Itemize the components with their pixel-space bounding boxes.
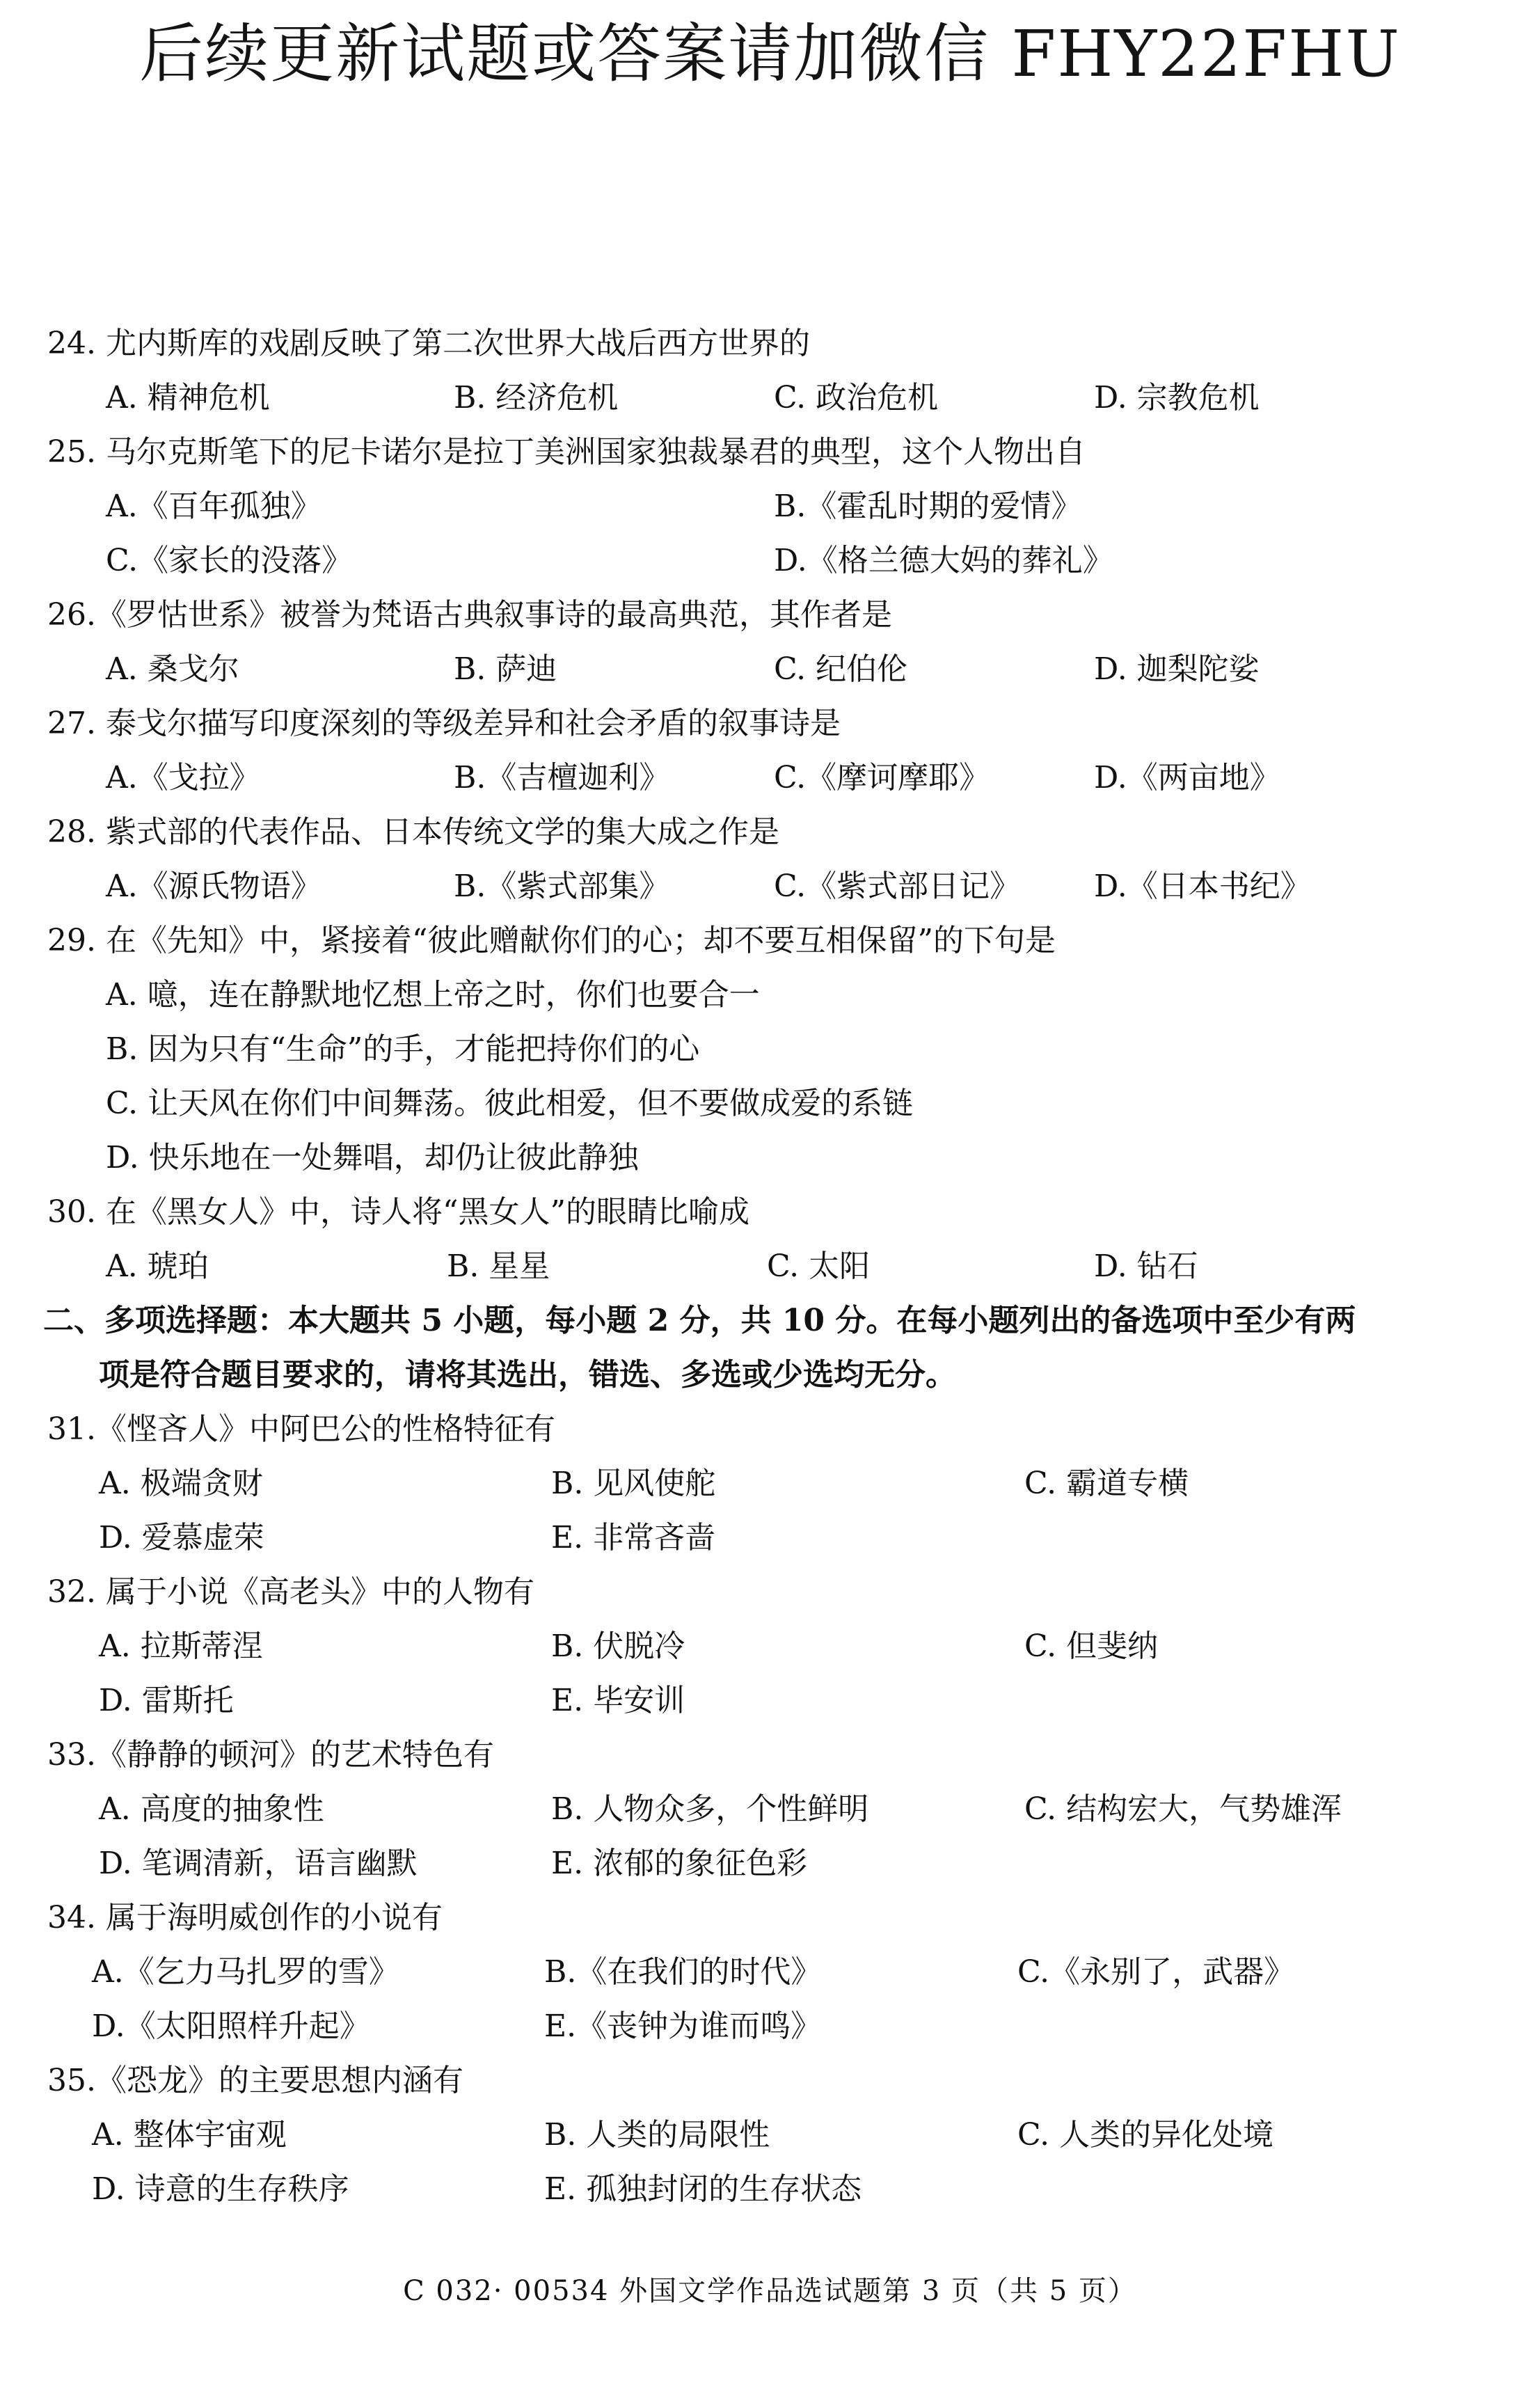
question-33-options-row2: [43, 1837, 1505, 1891]
watermark-banner: 后续更新试题或答案请加微信 FHY22FHU: [139, 17, 1401, 91]
q33-option-a: A. 高度的抽象性: [99, 1791, 324, 1827]
question-24-options: [43, 371, 1505, 425]
question-30-stem: 30. 在《黑女人》中，诗人将“黑女人”的眼睛比喻成: [47, 1194, 749, 1230]
q25-option-a: A.《百年孤独》: [106, 489, 322, 524]
question-27-stem: 27. 泰戈尔描写印度深刻的等级差异和社会矛盾的叙事诗是: [47, 706, 841, 741]
q30-option-c: C. 太阳: [767, 1249, 871, 1284]
question-31-options-row2: [43, 1511, 1505, 1565]
question-35-options-row1: [43, 2108, 1505, 2162]
question-29-stem: 29. 在《先知》中，紧接着“彼此赠献你们的心；却不要互相保留”的下句是: [47, 923, 1056, 958]
q29-option-a: A. 噫，连在静默地忆想上帝之时，你们也要合一: [106, 977, 760, 1013]
question-31-options-row1: [43, 1457, 1505, 1511]
q27-option-b: B.《吉檀迦利》: [454, 760, 670, 795]
question-29-option-b-row: [43, 1022, 1505, 1077]
q24-option-a: A. 精神危机: [106, 380, 270, 415]
q34-option-a: A.《乞力马扎罗的雪》: [92, 1954, 399, 1990]
q27-option-c: C.《摩诃摩耶》: [774, 760, 990, 795]
q24-option-b: B. 经济危机: [454, 380, 619, 415]
question-28-stem: 28. 紫式部的代表作品、日本传统文学的集大成之作是: [47, 814, 779, 850]
q28-option-c: C.《紫式部日记》: [774, 869, 1021, 904]
q31-option-d: D. 爱慕虚荣: [99, 1520, 264, 1555]
section-2-heading-line1: 二、多项选择题：本大题共 5 小题，每小题 2 分，共 10 分。在每小题列出的备选项中至少有两: [43, 1303, 1356, 1338]
q32-option-b: B. 伏脱冷: [551, 1629, 685, 1664]
question-25-options-row1: [43, 480, 1505, 534]
q35-option-b: B. 人类的局限性: [544, 2117, 770, 2153]
question-27-options: [43, 751, 1505, 805]
q32-option-c: C. 但斐纳: [1024, 1629, 1159, 1664]
q35-option-d: D. 诗意的生存秩序: [92, 2171, 349, 2207]
q24-option-d: D. 宗教危机: [1094, 380, 1260, 415]
q29-option-d: D. 快乐地在一处舞唱，却仍让彼此静独: [106, 1140, 639, 1175]
q33-option-c: C. 结构宏大，气势雄浑: [1024, 1791, 1342, 1827]
q35-option-e: E. 孤独封闭的生存状态: [544, 2171, 862, 2207]
question-26-options: [43, 642, 1505, 697]
q31-option-e: E. 非常吝啬: [551, 1520, 716, 1555]
question-33-options-row1: [43, 1782, 1505, 1837]
q25-option-c: C.《家长的没落》: [106, 543, 353, 578]
question-30-options: [43, 1239, 1505, 1294]
question-29-option-a-row: [43, 968, 1505, 1022]
question-35-options-row2: [43, 2162, 1505, 2217]
q31-option-c: C. 霸道专横: [1024, 1466, 1189, 1501]
q30-option-a: A. 琥珀: [106, 1249, 209, 1284]
exam-content: [43, 317, 1505, 2217]
question-31-stem: 31.《悭吝人》中阿巴公的性格特征有: [47, 1411, 555, 1447]
question-35-stem: 35.《恐龙》的主要思想内涵有: [47, 2063, 463, 2098]
q33-option-b: B. 人物众多，个性鲜明: [551, 1791, 869, 1827]
q33-option-e: E. 浓郁的象征色彩: [551, 1846, 808, 1881]
page-footer: C 032· 00534 外国文学作品选试题第 3 页（共 5 页）: [403, 2275, 1137, 2307]
q34-option-e: E.《丧钟为谁而鸣》: [544, 2008, 822, 2044]
question-33-stem: 33.《静静的顿河》的艺术特色有: [47, 1737, 494, 1773]
question-34-options-row2: [43, 1999, 1505, 2054]
question-32-options-row1: [43, 1619, 1505, 1674]
q32-option-e: E. 毕安训: [551, 1683, 685, 1718]
q28-option-d: D.《日本书纪》: [1094, 869, 1311, 904]
q30-option-b: B. 星星: [447, 1249, 550, 1284]
question-26-stem: 26.《罗怙世系》被誉为梵语古典叙事诗的最高典范，其作者是: [47, 597, 892, 633]
q26-option-b: B. 萨迪: [454, 651, 557, 687]
q26-option-a: A. 桑戈尔: [106, 651, 239, 687]
question-25-options-row2: [43, 534, 1505, 588]
q25-option-d: D.《格兰德大妈的葬礼》: [774, 543, 1113, 578]
q28-option-b: B.《紫式部集》: [454, 869, 670, 904]
question-29-option-c-row: [43, 1077, 1505, 1131]
question-24-stem: 24. 尤内斯库的戏剧反映了第二次世界大战后西方世界的: [47, 326, 810, 361]
section-2-heading-line2: 项是符合题目要求的，请将其选出，错选、多选或少选均无分。: [99, 1357, 956, 1393]
q27-option-a: A.《戈拉》: [106, 760, 260, 795]
q29-option-b: B. 因为只有“生命”的手，才能把持你们的心: [106, 1031, 700, 1067]
question-28-options: [43, 859, 1505, 914]
q34-option-d: D.《太阳照样升起》: [92, 2008, 370, 2044]
q26-option-d: D. 迦梨陀娑: [1094, 651, 1260, 687]
q35-option-c: C. 人类的异化处境: [1017, 2117, 1274, 2153]
q26-option-c: C. 纪伯伦: [774, 651, 908, 687]
q34-option-c: C.《永别了，武器》: [1017, 1954, 1295, 1990]
q34-option-b: B.《在我们的时代》: [544, 1954, 822, 1990]
q27-option-d: D.《两亩地》: [1094, 760, 1280, 795]
q24-option-c: C. 政治危机: [774, 380, 939, 415]
question-32-stem: 32. 属于小说《高老头》中的人物有: [47, 1574, 534, 1610]
q25-option-b: B.《霍乱时期的爱情》: [774, 489, 1082, 524]
question-29-option-d-row: [43, 1131, 1505, 1185]
q31-option-b: B. 见风使舵: [551, 1466, 716, 1501]
q32-option-d: D. 雷斯托: [99, 1683, 234, 1718]
question-34-options-row1: [43, 1945, 1505, 1999]
q29-option-c: C. 让天风在你们中间舞荡。彼此相爱，但不要做成爱的系链: [106, 1086, 914, 1121]
q30-option-d: D. 钻石: [1094, 1249, 1198, 1284]
question-34-stem: 34. 属于海明威创作的小说有: [47, 1900, 443, 1935]
q32-option-a: A. 拉斯蒂涅: [99, 1629, 263, 1664]
q31-option-a: A. 极端贪财: [99, 1466, 263, 1501]
q35-option-a: A. 整体宇宙观: [92, 2117, 287, 2153]
question-32-options-row2: [43, 1674, 1505, 1728]
question-25-stem: 25. 马尔克斯笔下的尼卡诺尔是拉丁美洲国家独裁暴君的典型，这个人物出自: [47, 434, 1086, 470]
q33-option-d: D. 笔调清新，语言幽默: [99, 1846, 418, 1881]
q28-option-a: A.《源氏物语》: [106, 869, 322, 904]
